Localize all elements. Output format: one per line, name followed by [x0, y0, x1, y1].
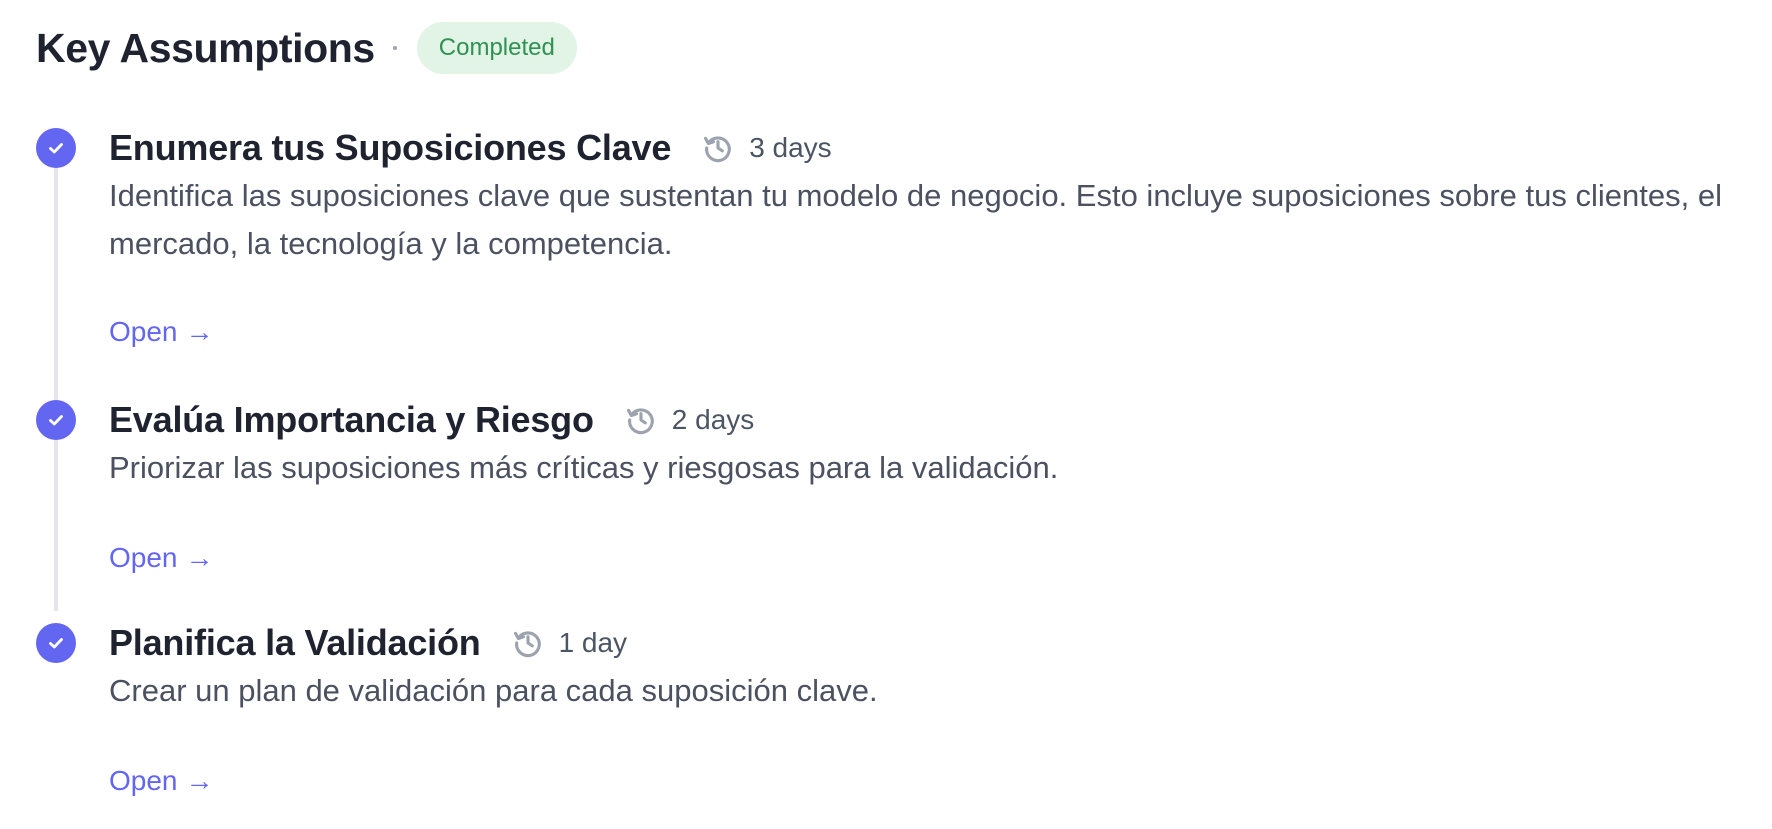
step-title: Evalúa Importancia y Riesgo: [109, 399, 594, 440]
duration-text: 2 days: [671, 404, 755, 435]
step-header: [109, 394, 754, 446]
open-link[interactable]: [109, 316, 214, 348]
header: [36, 18, 577, 78]
duration: [511, 626, 628, 660]
arrow-right-icon: →: [185, 765, 214, 796]
step-header: [109, 617, 627, 669]
separator-dot: [393, 46, 397, 50]
step-title: Enumera tus Suposiciones Clave: [109, 127, 672, 168]
history-icon: [511, 626, 545, 660]
duration-text: 3 days: [749, 132, 832, 163]
open-link[interactable]: [109, 765, 214, 797]
history-icon: [624, 403, 658, 437]
page-title: Key Assumptions: [36, 24, 375, 71]
step-description: Identifica las suposiciones clave que sustentan tu modelo de negocio. Esto incluye suposiciones sobre tus clientes, el mercado, la tecnología y la competencia.: [109, 178, 1722, 261]
arrow-right-icon: →: [185, 542, 214, 573]
check-icon: [36, 400, 76, 440]
check-icon: [36, 623, 76, 663]
open-link-label: Open: [109, 765, 178, 796]
timeline-line: [54, 168, 58, 611]
open-link-label: Open: [109, 542, 178, 573]
arrow-right-icon: →: [185, 316, 214, 347]
duration: [701, 131, 832, 165]
open-link[interactable]: [109, 542, 214, 574]
step-title: Planifica la Validación: [109, 622, 481, 663]
duration: [624, 403, 755, 437]
status-badge: Completed: [417, 22, 577, 74]
check-icon: [36, 128, 76, 168]
open-link-label: Open: [109, 316, 178, 347]
step-description: Priorizar las suposiciones más críticas y riesgosas para la validación.: [109, 450, 1059, 485]
step-header: [109, 122, 832, 174]
history-icon: [701, 131, 735, 165]
step-description: Crear un plan de validación para cada suposición clave.: [109, 673, 878, 708]
duration-text: 1 day: [558, 627, 628, 658]
